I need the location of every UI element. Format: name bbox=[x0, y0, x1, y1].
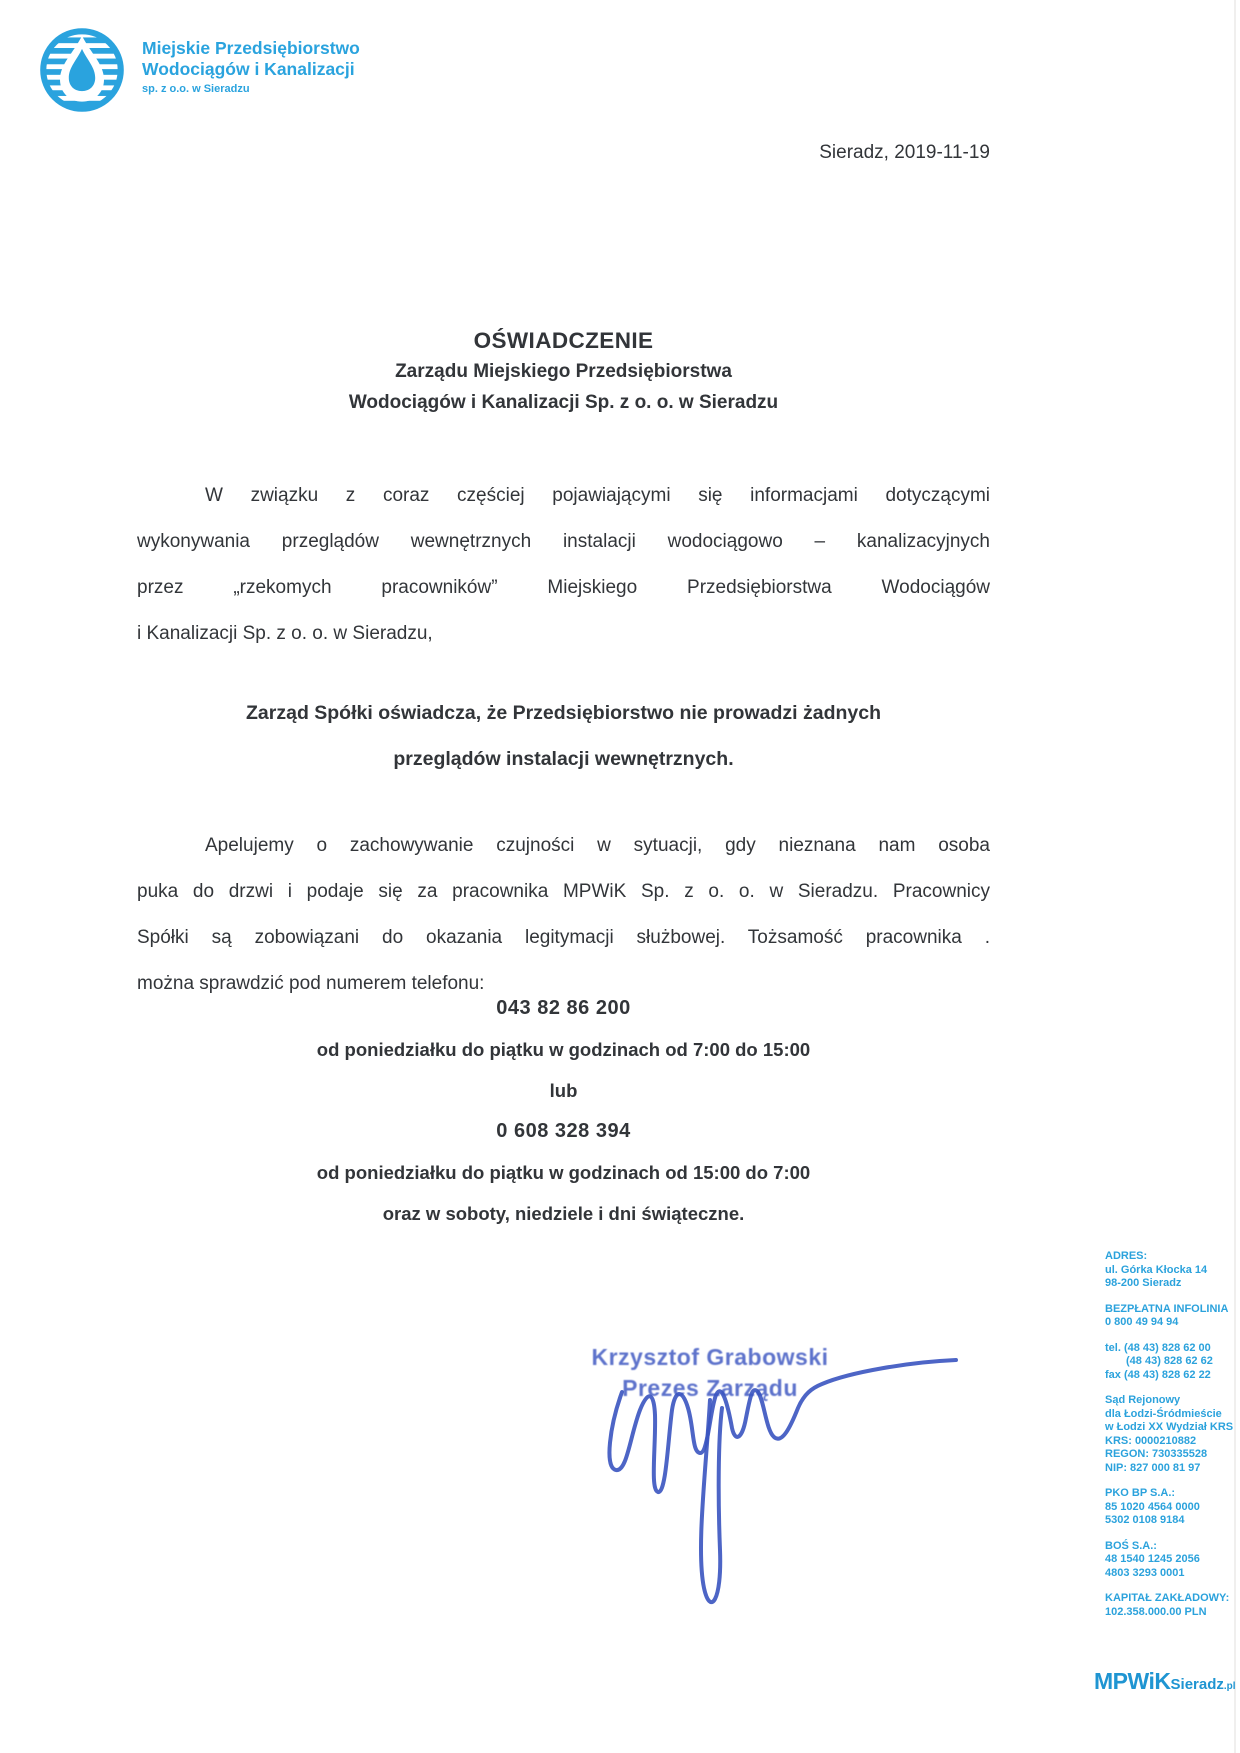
sidebar-phones bbox=[1105, 1342, 1237, 1383]
company-name-line1: Miejskie Przedsiębiorstwo bbox=[142, 38, 360, 58]
address-label: ADRES: bbox=[1105, 1250, 1148, 1262]
declaration-statement bbox=[137, 690, 990, 782]
bank2-label: BOŚ S.A.: bbox=[1105, 1539, 1157, 1552]
signer-title: Prezes Zarządu bbox=[622, 1375, 798, 1401]
phone-hours-daytime: od poniedziałku do piątku w godzinach od 7:00 do 15:00 bbox=[316, 1039, 811, 1060]
capital-value: 102.358.000.00 PLN bbox=[1105, 1605, 1207, 1618]
mpwik-wordmark bbox=[1094, 1668, 1236, 1695]
paragraph-line: Spółki są zobowiązani do okazania legitymacji służbowej. Tożsamość pracownika . bbox=[137, 927, 990, 948]
nip-number: NIP: 827 000 81 97 bbox=[1105, 1461, 1201, 1474]
court-line1: Sąd Rejonowy bbox=[1105, 1394, 1181, 1406]
infoline-number: 0 800 49 94 94 bbox=[1105, 1316, 1179, 1328]
sidebar-bank-bos bbox=[1105, 1540, 1237, 1581]
statement-line2: przeglądów instalacji wewnętrznych. bbox=[393, 748, 734, 770]
title-line1: OŚWIADCZENIE bbox=[473, 328, 654, 353]
bank1-account-line2: 5302 0108 9184 bbox=[1105, 1514, 1185, 1526]
sidebar-bank-pko bbox=[1105, 1487, 1237, 1528]
contact-sidebar bbox=[1105, 1250, 1237, 1631]
bank2-account-line2: 4803 3293 0001 bbox=[1105, 1566, 1185, 1579]
paragraph-line: i Kanalizacji Sp. z o. o. w Sieradzu, bbox=[137, 623, 433, 644]
phone-hours-weekend: oraz w soboty, niedziele i dni świąteczne. bbox=[382, 1203, 745, 1224]
phone-or-label: lub bbox=[549, 1080, 578, 1101]
court-line3: w Łodzi XX Wydział KRS bbox=[1105, 1421, 1234, 1433]
tel-line2: (48 43) 828 62 62 bbox=[1126, 1355, 1213, 1367]
title-line3: Wodociągów i Kanalizacji Sp. z o. o. w Sieradzu bbox=[348, 392, 779, 413]
signature-block bbox=[560, 1340, 960, 1640]
wordmark-main: MPWiK bbox=[1094, 1668, 1171, 1694]
tel-line1: tel. (48 43) 828 62 00 bbox=[1105, 1341, 1211, 1354]
sidebar-infoline bbox=[1105, 1303, 1237, 1330]
company-logo bbox=[38, 26, 360, 114]
sidebar-registry bbox=[1105, 1394, 1237, 1475]
address-city: 98-200 Sieradz bbox=[1105, 1277, 1182, 1289]
handwritten-signature-icon bbox=[560, 1340, 960, 1640]
bank1-account-line1: 85 1020 4564 0000 bbox=[1105, 1500, 1200, 1513]
phone-info-block bbox=[137, 988, 990, 1234]
paragraph-line: przez „rzekomych pracowników” Miejskiego Przedsiębiorstwa Wodociągów bbox=[137, 577, 990, 598]
phone-hours-afterhours: od poniedziałku do piątku w godzinach od 15:00 do 7:00 bbox=[316, 1162, 811, 1183]
company-name-line2: Wodociągów i Kanalizacji bbox=[142, 59, 355, 79]
title-line2: Zarządu Miejskiego Przedsiębiorstwa bbox=[395, 361, 732, 382]
signer-name: Krzysztof Grabowski bbox=[591, 1344, 829, 1370]
court-line2: dla Łodzi-Śródmieście bbox=[1105, 1407, 1222, 1420]
bank1-label: PKO BP S.A.: bbox=[1105, 1487, 1176, 1499]
document-title bbox=[137, 326, 990, 418]
paragraph-line: można sprawdzić pod numerem telefonu: bbox=[137, 973, 485, 994]
place-and-date: Sieradz, 2019-11-19 bbox=[819, 142, 990, 163]
capital-label: KAPITAŁ ZAKŁADOWY: bbox=[1105, 1592, 1230, 1604]
paragraph-line: W związku z coraz częściej pojawiającymi się informacjami dotyczącymi bbox=[205, 485, 990, 506]
sidebar-address bbox=[1105, 1250, 1237, 1291]
phone-number-daytime: 043 82 86 200 bbox=[496, 997, 631, 1019]
paragraph-intro bbox=[137, 473, 990, 657]
fax-line: fax (48 43) 828 62 22 bbox=[1105, 1368, 1211, 1381]
krs-number: KRS: 0000210882 bbox=[1105, 1434, 1197, 1447]
paragraph-line: wykonywania przeglądów wewnętrznych instalacji wodociągowo – kanalizacyjnych bbox=[137, 531, 990, 552]
infoline-label: BEZPŁATNA INFOLINIA bbox=[1105, 1302, 1229, 1315]
wordmark-sub: Sieradz bbox=[1170, 1676, 1224, 1693]
address-street: ul. Górka Kłocka 14 bbox=[1105, 1263, 1208, 1276]
phone-number-afterhours: 0 608 328 394 bbox=[496, 1120, 631, 1142]
statement-line1: Zarząd Spółki oświadcza, że Przedsiębiorstwo nie prowadzi żadnych bbox=[246, 702, 881, 724]
water-drop-logo-icon bbox=[38, 26, 126, 114]
wordmark-tld: .pl bbox=[1223, 1681, 1236, 1692]
paragraph-line: puka do drzwi i podaje się za pracownika MPWiK Sp. z o. o. w Sieradzu. Pracownicy bbox=[137, 881, 990, 902]
paragraph-line: Apelujemy o zachowywanie czujności w sytuacji, gdy nieznana nam osoba bbox=[205, 835, 990, 856]
paragraph-warning bbox=[137, 823, 990, 1007]
sidebar-capital bbox=[1105, 1592, 1237, 1619]
bank2-account-line1: 48 1540 1245 2056 bbox=[1105, 1553, 1200, 1565]
regon-number: REGON: 730335528 bbox=[1105, 1448, 1208, 1460]
company-name bbox=[142, 26, 360, 96]
company-name-line3: sp. z o.o. w Sieradzu bbox=[142, 83, 250, 95]
